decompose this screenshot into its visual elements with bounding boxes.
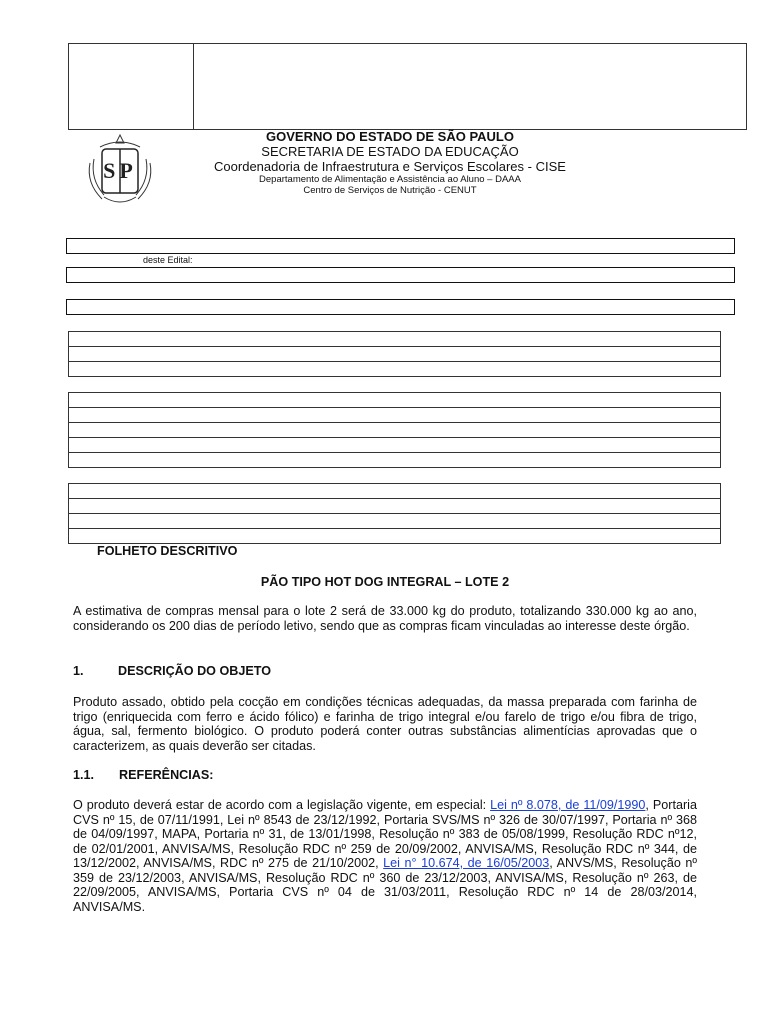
table-row [69, 438, 720, 453]
law-10674-link[interactable]: Lei n° 10.674, de 16/05/2003 [383, 856, 550, 870]
references-text-1: O produto deverá estar de acordo com a legislação vigente, em especial: [73, 798, 491, 812]
center-title: Centro de Serviços de Nutrição - CENUT [303, 184, 477, 196]
table-row [69, 408, 720, 423]
government-title: GOVERNO DO ESTADO DE SÃO PAULO [266, 129, 514, 144]
department-title: Departamento de Alimentação e Assistência ao Aluno – DAAA [259, 173, 521, 185]
table-row [69, 332, 720, 347]
header-box [68, 43, 747, 130]
table-row [69, 484, 720, 499]
form-field-3[interactable] [66, 299, 735, 315]
table-row [69, 499, 720, 514]
coordination-title: Coordenadoria de Infraestrutura e Serviços Escolares - CISE [214, 158, 566, 174]
law-8078-link[interactable]: Lei nº 8.078, de 11/09/1990 [490, 798, 646, 812]
product-title: PÃO TIPO HOT DOG INTEGRAL – LOTE 2 [260, 575, 510, 589]
table-row [69, 393, 720, 408]
form-field-1[interactable] [66, 238, 735, 254]
form-table-1 [68, 331, 721, 377]
table-row [69, 423, 720, 438]
section-1-title: DESCRIÇÃO DO OBJETO [118, 664, 272, 678]
section-1-number: 1. [73, 664, 84, 678]
header-box-divider [193, 44, 194, 129]
references-text-2: , Portaria CVS nº 15, de 07/11/1991, Lei nº 8543 de 23/12/1992, Portaria SVS/MS nº 326 de 30/07/1997, Portaria nº 368 de 04/09/1997, MAPA, Portaria nº 31, de 13/01/1998, Resolução nº 383 de 05/08/1999, Resolução RDC nº12, de 02/01/2001, ANVISA/MS, Resolução RDC nº 259 de 20/09/2002, ANVISA/MS, Resolução RDC nº 344, de 13/12/2002, ANVISA/MS, RDC nº 275 de 21/10/2002, [73, 798, 697, 870]
form-table-2 [68, 392, 721, 468]
references-text-3: , ANVS/MS, Resolução nº 359 de 23/12/2003, ANVISA/MS, Resolução RDC nº 360 de 23/12/2003, ANVISA/MS, Resolução nº 263, de 22/09/2005, ANVISA/MS, Portaria CVS nº 04 de 31/03/2011, Resolução RDC nº 14 de 28/03/2014, ANVISA/MS. [73, 856, 697, 914]
institution-header [150, 130, 630, 197]
table-row [69, 347, 720, 362]
seal-letters: SP [103, 158, 137, 183]
table-row [69, 514, 720, 529]
section-1-paragraph: Produto assado, obtido pela cocção em condições técnicas adequadas, da massa preparada com farinha de trigo (enriquecida com ferro e ácido fólico) e farinha de trigo integral e/ou farelo de trigo e/ou fibra de trigo, água, sal, fermento biológico. O produto poderá conter outras substâncias alimentícias aprovadas que o caracterizem, as quais deverão ser citadas. [73, 695, 697, 753]
table-row [69, 529, 720, 544]
folheto-title: FOLHETO DESCRITIVO [97, 544, 238, 558]
references-paragraph [73, 798, 697, 914]
form-field-2[interactable] [66, 267, 735, 283]
section-1-1-title: REFERÊNCIAS: [119, 768, 214, 782]
table-row [69, 453, 720, 468]
form-table-3 [68, 483, 721, 544]
table-row [69, 362, 720, 377]
sao-paulo-seal [80, 133, 160, 209]
intro-paragraph: A estimativa de compras mensal para o lote 2 será de 33.000 kg do produto, totalizando 330.000 kg ao ano, considerando os 200 dias de período letivo, sendo que as compras ficam vinculadas ao interesse deste órgão. [73, 604, 697, 633]
edital-note: deste Edital: [143, 255, 193, 265]
secretariat-title: SECRETARIA DE ESTADO DA EDUCAÇÃO [261, 143, 519, 159]
section-1-1-number: 1.1. [73, 768, 95, 782]
